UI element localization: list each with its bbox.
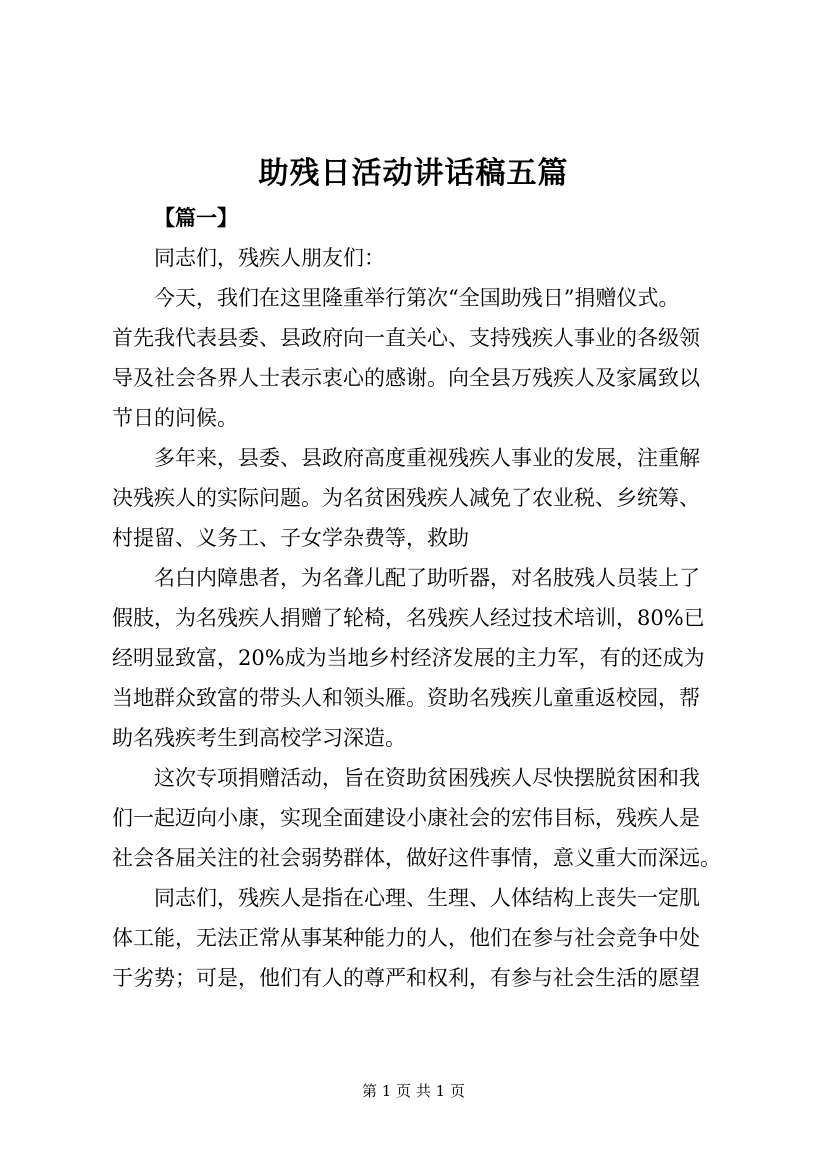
paragraph [112, 438, 742, 558]
paragraph-line: 经明显致富，20%成为当地乡村经济发展的主力军，有的还成为 [112, 646, 705, 670]
paragraph-line: 当地群众致富的带头人和领头雁。资助名残疾儿童重返校园，帮 [112, 686, 700, 710]
paragraph-line: 于劣势；可是，他们有人的尊严和权利，有参与社会生活的愿望 [112, 966, 700, 990]
paragraph-line: 这次专项捐赠活动，旨在资助贫困残疾人尽快摆脱贫困和我 [154, 766, 700, 790]
paragraph-line: 社会各届关注的社会弱势群体，做好这件事情，意义重大而深远。 [112, 846, 721, 870]
paragraph-line: 助名残疾考生到高校学习深造。 [112, 726, 406, 750]
paragraph-line: 名白内障患者，为名聋儿配了助听器，对名肢残人员装上了 [154, 566, 700, 590]
paragraph-line: 今天，我们在这里隆重举行第次“全国助残日”捐赠仪式。 [154, 286, 680, 310]
paragraph [112, 238, 742, 278]
document-body [112, 198, 742, 998]
paragraph-list [112, 238, 742, 998]
paragraph [112, 558, 742, 758]
paragraph-line: 们一起迈向小康，实现全面建设小康社会的宏伟目标，残疾人是 [112, 806, 700, 830]
paragraph-line: 导及社会各界人士表示衷心的感谢。向全县万残疾人及家属致以 [112, 366, 700, 390]
paragraph [112, 878, 742, 998]
paragraph-line: 多年来，县委、县政府高度重视残疾人事业的发展，注重解 [154, 446, 700, 470]
paragraph-line: 决残疾人的实际问题。为名贫困残疾人减免了农业税、乡统筹、 [112, 486, 700, 510]
section-heading: 【篇一】 [154, 205, 238, 230]
paragraph-line: 同志们，残疾人朋友们： [154, 246, 385, 270]
paragraph-line: 村提留、义务工、子女学杂费等，救助 [112, 526, 469, 550]
paragraph-line: 同志们，残疾人是指在心理、生理、人体结构上丧失一定肌 [154, 886, 700, 910]
paragraph [112, 758, 742, 878]
paragraph-line: 假肢，为名残疾人捐赠了轮椅，名残疾人经过技术培训，80%已 [112, 606, 705, 630]
paragraph-line: 体工能，无法正常从事某种能力的人，他们在参与社会竞争中处 [112, 926, 700, 950]
paragraph [112, 278, 742, 438]
paragraph-line: 节日的问候。 [112, 406, 238, 430]
page-footer: 第 1 页 共 1 页 [362, 1082, 465, 1100]
paragraph-line: 首先我代表县委、县政府向一直关心、支持残疾人事业的各级领 [112, 326, 700, 350]
document-title: 助残日活动讲话稿五篇 [258, 156, 569, 191]
